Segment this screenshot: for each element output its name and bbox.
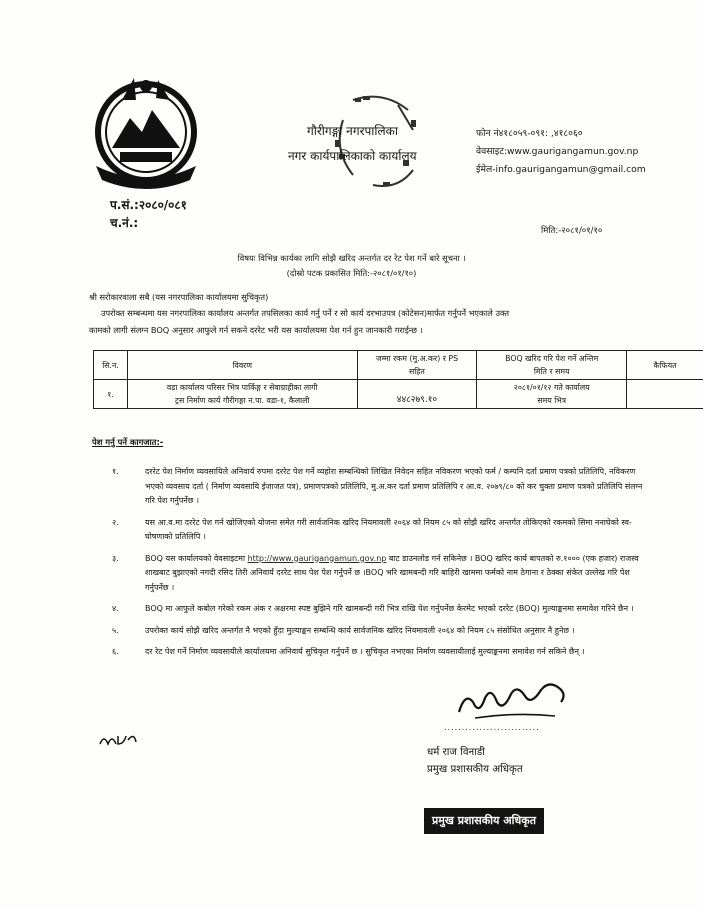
documents-list: [112, 465, 652, 667]
signatory-title: प्रमुख प्रशासकीय अधिकृत: [427, 764, 523, 775]
cell-deadline-line2: समय भित्र: [537, 396, 567, 405]
item-number: ३.: [112, 553, 119, 563]
initials-mark: [98, 730, 138, 750]
intro-paragraph: [89, 305, 699, 339]
list-item: [112, 645, 652, 660]
col-description: विवरण: [127, 351, 357, 380]
nepal-government-emblem: [90, 70, 202, 190]
item-number: १.: [112, 467, 119, 476]
col-amount-line2: सहित: [408, 367, 425, 376]
col-deadline: [477, 351, 627, 380]
list-item: [112, 552, 652, 596]
col-amount-line1: जम्मा रकम (मु.अ.कर) र PS: [375, 354, 459, 363]
signatory-name: धर्म राज विनाडी: [427, 747, 485, 758]
website-link[interactable]: http://www.gaurigangamun.gov.np: [247, 553, 387, 563]
cell-desc-line2: ट्रस निर्माण कार्य गौरीगङ्गा न.पा. वडा-१, कैलाली: [175, 396, 310, 405]
ps-number: प.सं.:२०८०/०८१: [110, 198, 187, 212]
email-address[interactable]: ईमेल-info.gaurigangamun@gmail.com: [476, 164, 646, 175]
cell-desc-line1: वडा कार्यालय परिसर भित्र पार्किङ्ग र सेवाग्राहीका लागी: [166, 383, 318, 392]
item-number: ५.: [112, 625, 119, 635]
subject-line: विषयः विभिन्न कार्यका लागि सोझै खरिद अन्तर्गत दर रेट पेश गर्ने बारे सूचना ।: [237, 253, 466, 263]
col-sn: सि.न.: [94, 351, 128, 380]
col-amount: [357, 351, 477, 380]
addressee: श्री सरोकारवाला सबै (यस नगरपालिका कार्यालयमा सुचिकृत): [89, 292, 269, 302]
cell-amount: ४४८२७९.१०: [357, 380, 477, 409]
item-number: २.: [112, 517, 119, 527]
org-name-line2: नगर कार्यपालिकाको कार्यालय: [288, 149, 417, 163]
office-seal-stamp: [313, 90, 433, 200]
subject-subline: (दोस्रो पटक प्रकासित मिति:-२०८१/०१/१०): [286, 268, 417, 278]
item-text: दर रेट पेश गर्ने निर्माण व्यवसायीले कार्यालयमा अनिवार्य सुचिकृत गर्नुपर्ने छ । सुचिकृत नभएका निर्माण व्यवसायीलाई मुल्याङ्कनमा समावेश गर्न सकिने छैन् ।: [145, 647, 585, 656]
item-text: यस आ.व.मा दररेट पेश गर्न खोजिएको योजना समेत गरी सार्वजनिक खरिद नियमावली २०६४ को नियम ८५ को सोझै खरिद अन्तर्गत तोकिएको रकमको सिमा ननाघेको स्व-घोषणाको प्रतिलिपि ।: [145, 517, 632, 541]
cell-deadline: [477, 380, 627, 409]
website[interactable]: वेवसाइट:www.gaurigangamun.gov.np: [476, 146, 639, 157]
item-text-after: बाट डाउनलोड गर्न सकिनेछ । BOQ खरिद कार्य बापतको रु.१००० (एक हजार) राजस्व शाखबाट बुझाएको नगदी रसिद तिरी अनिवार्य दररेट साथ पेश पेश गर्नुपर्ने छ ।BOQ भरि खामबन्दी गरि बाहिरी खाममा फर्मको नाम ठेगाना र ठेक्का संकेत उल्लेख गरि पेश गर्नुपर्नेछ ।: [145, 553, 639, 592]
table-header-row: [94, 351, 703, 380]
item-text: दररेट पेश निर्माण व्यवसायिले अनिवार्य रुपमा दररेट पेश गर्ने व्यहोरा सम्बन्धिको लिखित निवेदन सहित नविकरण भएको फर्म / कम्पनि दर्ता प्रमाण पत्रको प्रतिलिपि, नविकरण भएको व्यवसाय दर्ता ( निर्माण व्यवसायि ईजाजत पत्र), प्रमाणपत्रको प्रतिलिपि, मु.अ.कर दर्ता प्रमाण प्रतिलिपि र आ.व. २०७९/८० को कर चुक्ता प्रमाण पत्रको प्रतिलिपि संलग्न गरि पेश गर्नुपर्नेछ ।: [145, 467, 643, 505]
phone-number: फोन नं४१८०५९-०९१: ,४१८०६०: [476, 128, 583, 139]
cell-deadline-line1: २०८१/०१/१२ गते कार्यालय: [513, 383, 590, 392]
list-item: [112, 602, 652, 617]
cell-remarks: [627, 380, 703, 409]
intro-line2: कामको लागी संलग्न BOQ अनुसार आफुले गर्न सकने दररेट भरी यस कार्यालयमा पेश गर्न हुन जानकारी गराईन्छ ।: [89, 325, 423, 335]
intro-line1: उपरोक्त सम्बन्धमा यस नगरपालिका कार्यालय अन्तर्गत तपसिलका कार्य गर्नु पर्ने र सो कार्य दरभाउपत्र (कोटेसन)मार्फत गर्नुपर्ने भएकाले उक्त: [101, 308, 509, 318]
handwritten-signature: [455, 672, 575, 722]
col-remarks: कैफियत: [627, 351, 703, 380]
documents-heading: पेश गर्नु पर्ने कागजात:-: [92, 437, 164, 447]
item-number: ४.: [112, 604, 119, 613]
item-text: उपरोक्त कार्य सोझै खरिद अन्तर्गत नै भएको हुँदा मुल्याङ्कन सम्बन्धि कार्य सार्वजनिक खरिद नियमावली २०६४ को नियम ८५ संसोधित अनुसार नै हुनेछ ।: [145, 625, 575, 635]
item-number: ६.: [112, 647, 119, 656]
cell-sn: १.: [94, 380, 128, 409]
letter-date: मिति:-२०८१/०१/१०: [541, 226, 603, 236]
list-item: [112, 465, 652, 509]
table-row: [94, 380, 703, 409]
bid-table: [93, 350, 703, 409]
item-text: BOQ मा आफुले कबोल गरेको रकम अंक र अक्षरमा स्पष्ट बुझिने गरि खामबन्दी गरी भित्र राखि पेश गर्नुपर्नेछ केरमेट भएको दररेट (BOQ) मुल्याङ्कनमा समावेश गरिने छैन ।: [145, 604, 634, 613]
cn-number: च.नं.:: [110, 216, 139, 230]
item-text-before: BOQ यस कार्यालयको वेवसाइटमा: [145, 553, 248, 563]
signature-line: ...........................: [444, 723, 540, 732]
list-item: [112, 624, 652, 639]
org-name-line1: गौरीगङ्गा नगरपालिका: [307, 124, 398, 138]
col-deadline-line1: BOQ खरिद गरि पेश गर्ने अन्तिम: [505, 354, 599, 363]
contact-block: [476, 125, 646, 179]
cell-description: [127, 380, 357, 409]
col-deadline-line2: मिति र समय: [533, 367, 570, 376]
designation-stamp: प्रमुख प्रशासकीय अधिकृत: [424, 808, 544, 834]
list-item: [112, 516, 652, 545]
